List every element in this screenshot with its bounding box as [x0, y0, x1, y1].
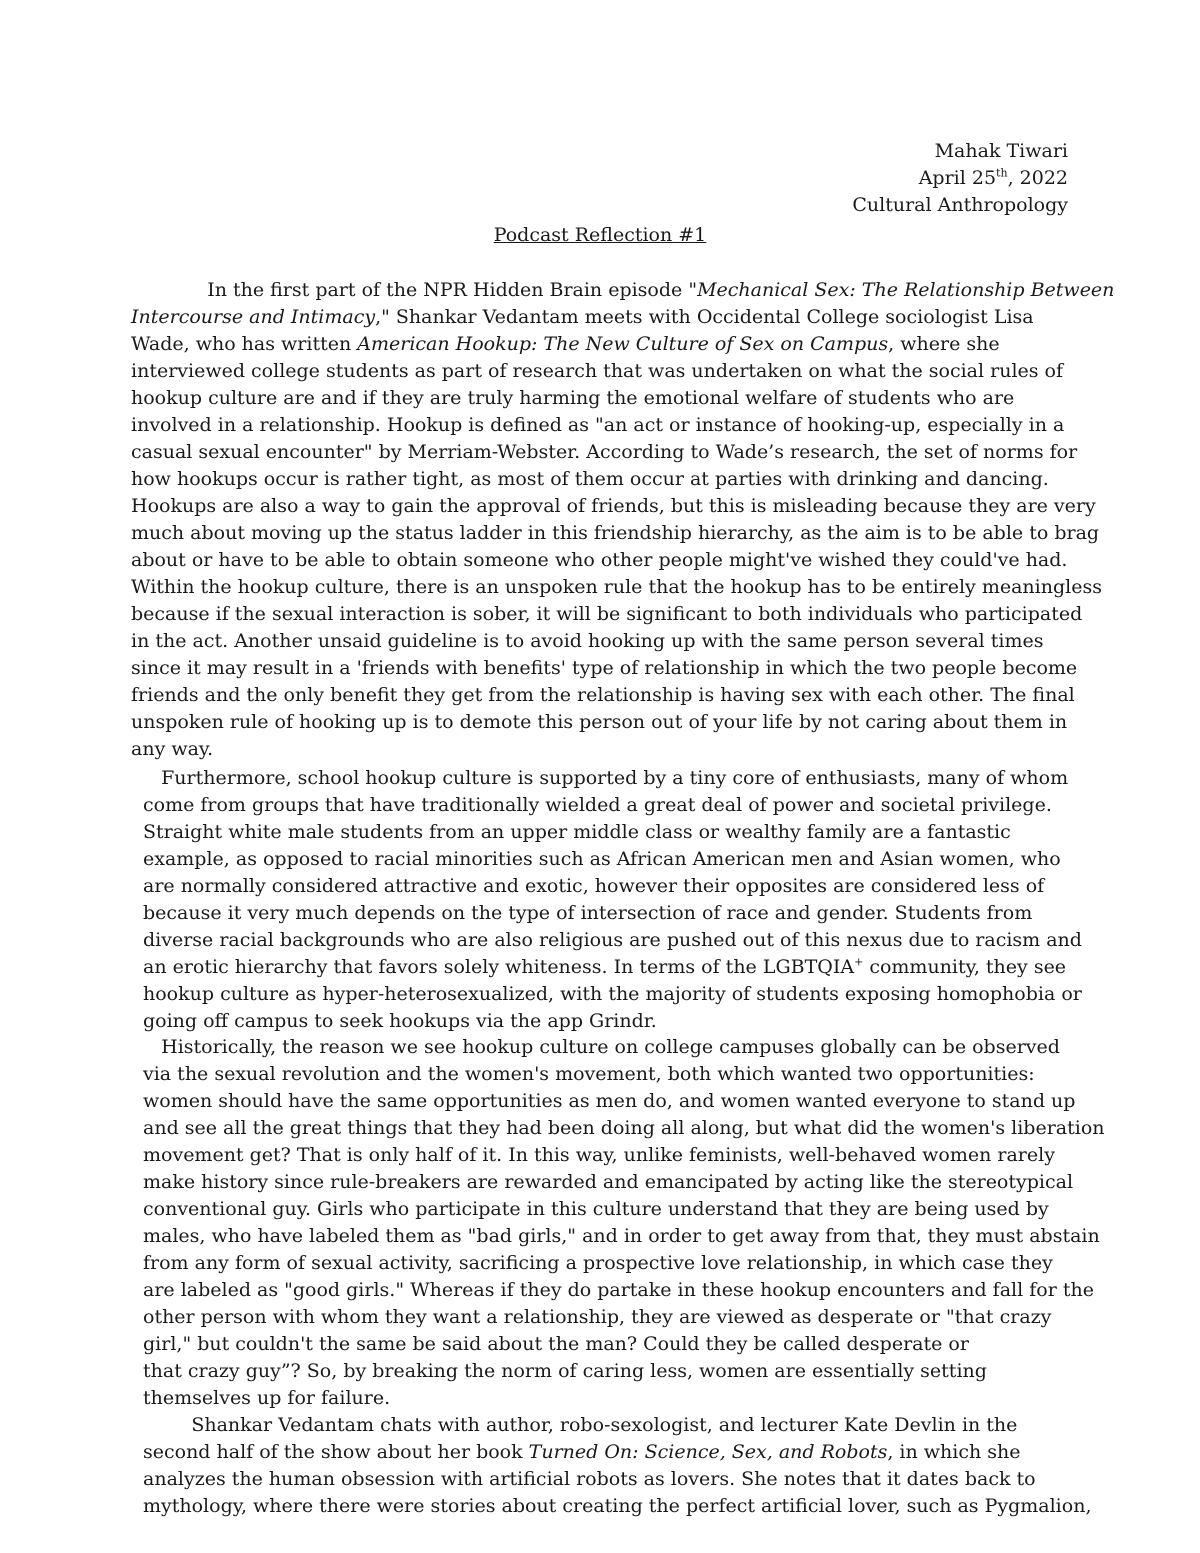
author-name: Mahak Tiwari [934, 140, 1068, 162]
text-line: girl," but couldn't the same be said about the man? Could they be called desperate or [143, 1333, 969, 1355]
date-month-day: April 25 [918, 167, 997, 189]
text-line: males, who have labeled them as "bad girls," and in order to get away from that, they must abstain [143, 1225, 1100, 1247]
text-span: second half of the show about her book [143, 1441, 529, 1463]
text-span: , where she [888, 333, 1000, 355]
text-line [143, 954, 1082, 981]
text-line: in the act. Another unsaid guideline is to avoid hooking up with the same person several times [131, 630, 1044, 652]
text-line: any way. [131, 738, 214, 760]
paragraph-1 [131, 277, 1114, 763]
document-date [852, 165, 1068, 192]
text-line [143, 1439, 1091, 1466]
document-header [852, 138, 1068, 219]
text-line [131, 331, 1114, 358]
text-line: since it may result in a 'friends with benefits' type of relationship in which the two people become [131, 657, 1078, 679]
text-line [131, 304, 1114, 331]
text-line: are normally considered attractive and exotic, however their opposites are considered less of [143, 875, 1045, 897]
text-line: mythology, where there were stories about creating the perfect artificial lover, such as Pygmalion, [143, 1495, 1092, 1517]
text-line: because it very much depends on the type of intersection of race and gender. Students from [143, 902, 1033, 924]
text-line: women should have the same opportunities as men do, and women wanted everyone to stand up [143, 1090, 1076, 1112]
text-line: hookup culture are and if they are truly harming the emotional welfare of students who are [131, 387, 1015, 409]
text-line: conventional guy. Girls who participate in this culture understand that they are being used by [143, 1198, 1049, 1220]
text-line: come from groups that have traditionally wielded a great deal of power and societal privilege. [143, 794, 1052, 816]
text-line: Historically, the reason we see hookup culture on college campuses globally can be observed [143, 1036, 1060, 1058]
text-line: how hookups occur is rather tight, as most of them occur at parties with drinking and dancing. [131, 468, 1049, 490]
text-span: , in which she [887, 1441, 1021, 1463]
book-title-italic: Turned On: Science, Sex, and Robots [528, 1441, 888, 1463]
text-line: diverse racial backgrounds who are also religious are pushed out of this nexus due to racism and [143, 929, 1082, 951]
paragraph-4 [143, 1412, 1091, 1520]
text-span: In the first part of the NPR Hidden Brain episode " [177, 279, 698, 301]
text-line: themselves up for failure. [143, 1387, 391, 1409]
text-span: Wade, who has written [131, 333, 358, 355]
episode-title-italic: Mechanical Sex: The Relationship Between [697, 279, 1115, 301]
text-span: ," Shankar Vedantam meets with Occidental College sociologist Lisa [375, 306, 1034, 328]
text-line: hookup culture as hyper-heterosexualized, with the majority of students exposing homophobia or [143, 983, 1082, 1005]
text-line: via the sexual revolution and the women's movement, both which wanted two opportunities: [143, 1063, 1035, 1085]
course-name: Cultural Anthropology [852, 194, 1068, 216]
text-line: from any form of sexual activity, sacrificing a prospective love relationship, in which case they [143, 1252, 1053, 1274]
text-line: Hookups are also a way to gain the approval of friends, but this is misleading because they are very [131, 495, 1096, 517]
text-line: much about moving up the status ladder in this friendship hierarchy, as the aim is to be able to brag [131, 522, 1100, 544]
text-line: analyzes the human obsession with artificial robots as lovers. She notes that it dates back to [143, 1468, 1036, 1490]
episode-title-italic: Intercourse and Intimacy [131, 306, 376, 328]
text-line: example, as opposed to racial minorities such as African American men and Asian women, who [143, 848, 1061, 870]
text-line: Straight white male students from an upper middle class or wealthy family are a fantastic [143, 821, 1011, 843]
text-line: Within the hookup culture, there is an unspoken rule that the hookup has to be entirely meaningless [131, 576, 1102, 598]
text-line: and see all the great things that they had been doing all along, but what did the women's liberation [143, 1117, 1105, 1139]
document-title: Podcast Reflection #1 [493, 224, 707, 246]
book-title-italic: American Hookup: The New Culture of Sex on Campus [357, 333, 889, 355]
text-line: make history since rule-breakers are rewarded and emancipated by acting like the stereotypical [143, 1171, 1074, 1193]
text-line: other person with whom they want a relationship, they are viewed as desperate or "that crazy [143, 1306, 1052, 1328]
paragraph-2 [143, 765, 1082, 1035]
text-line: Furthermore, school hookup culture is supported by a tiny core of enthusiasts, many of whom [143, 767, 1069, 789]
text-line: that crazy guy”? So, by breaking the norm of caring less, women are essentially setting [143, 1360, 987, 1382]
text-line: going off campus to seek hookups via the app Grindr. [143, 1010, 657, 1032]
text-line: movement get? That is only half of it. In this way, unlike feminists, well-behaved women rarely [143, 1144, 1055, 1166]
paragraph-3 [143, 1034, 1105, 1412]
text-line: interviewed college students as part of research that was undertaken on what the social rules of [131, 360, 1064, 382]
text-line: friends and the only benefit they get from the relationship is having sex with each other. The final [131, 684, 1075, 706]
text-line: are labeled as "good girls." Whereas if they do partake in these hookup encounters and fall for the [143, 1279, 1094, 1301]
text-line: because if the sexual interaction is sober, it will be significant to both individuals who participated [131, 603, 1083, 625]
text-span: an erotic hierarchy that favors solely whiteness. In terms of the LGBTQIA [143, 956, 855, 978]
superscript-plus: + [854, 955, 864, 969]
text-line [131, 277, 1114, 304]
date-ordinal-suffix: th [996, 166, 1008, 180]
text-line: unspoken rule of hooking up is to demote this person out of your life by not caring about them in [131, 711, 1068, 733]
date-year: , 2022 [1007, 167, 1068, 189]
text-line: Shankar Vedantam chats with author, robo-sexologist, and lecturer Kate Devlin in the [143, 1414, 1018, 1436]
text-line: casual sexual encounter" by Merriam-Webster. According to Wade’s research, the set of norms for [131, 441, 1078, 463]
text-line: about or have to be able to obtain someone who other people might've wished they could've had. [131, 549, 1068, 571]
text-span: community, they see [863, 956, 1067, 978]
text-line: involved in a relationship. Hookup is defined as "an act or instance of hooking-up, especially in a [131, 414, 1065, 436]
